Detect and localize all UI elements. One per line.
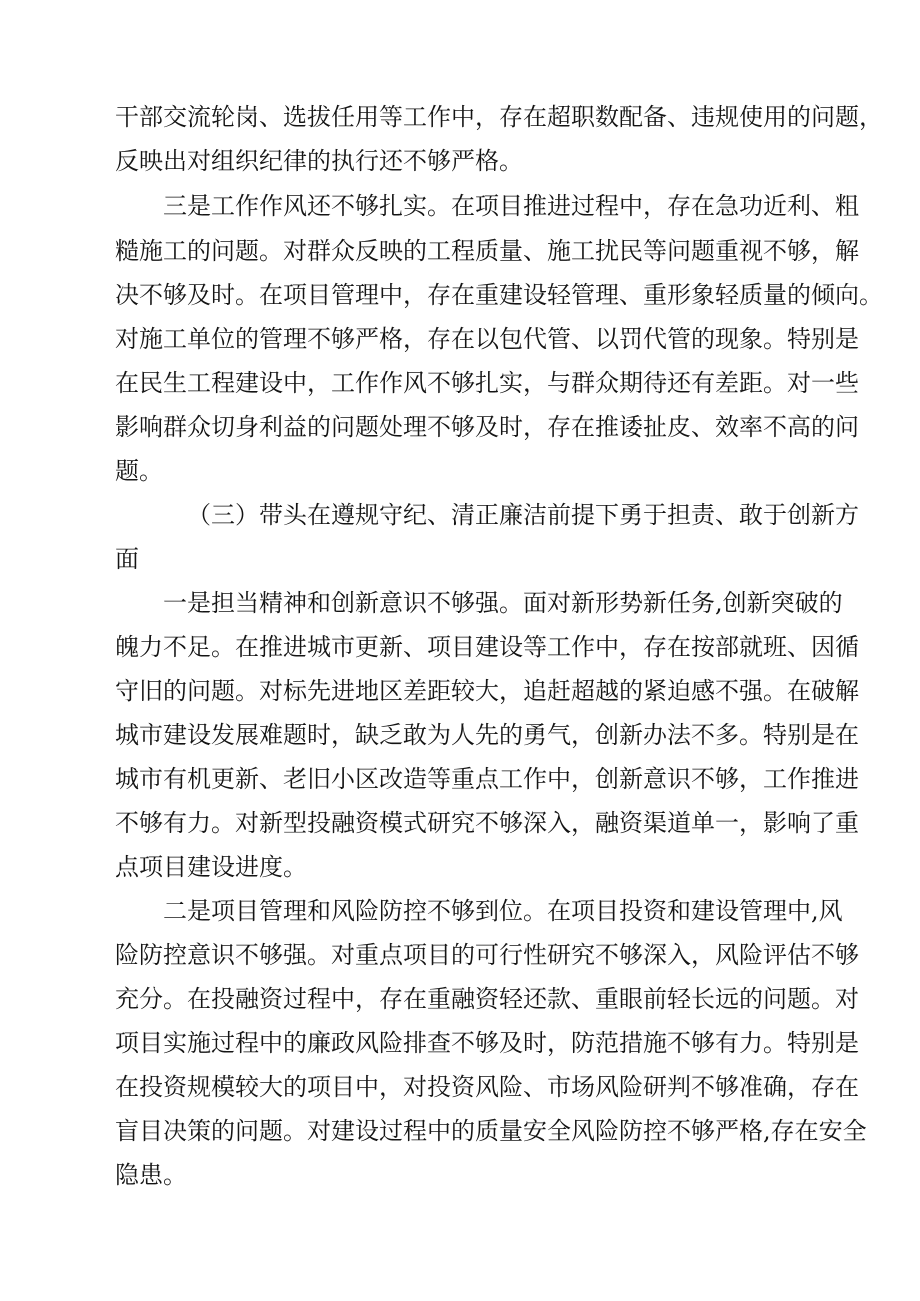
- paragraph-first-line: 三是工作作风还不够扎实。在项目推进过程中，存在急功近利、粗: [163, 192, 859, 220]
- text-line: 守旧的问题。对标先进地区差距较大，追赶超越的紧迫感不强。在破解: [115, 677, 859, 705]
- text-line: 在民生工程建设中，工作作风不够扎实，与群众期待还有差距。对一些: [115, 369, 859, 397]
- text-line: 不够有力。对新型投融资模式研究不够深入，融资渠道单一，影响了重: [115, 809, 859, 837]
- text-line: 糙施工的问题。对群众反映的工程质量、施工扰民等问题重视不够，解: [115, 237, 859, 265]
- text-line: 隐患。: [115, 1161, 187, 1189]
- text-line: 魄力不足。在推进城市更新、项目建设等工作中，存在按部就班、因循: [115, 633, 859, 661]
- section-heading-continuation: 面: [115, 545, 139, 573]
- paragraph-first-line: 二是项目管理和风险防控不够到位。在项目投资和建设管理中,风: [163, 897, 843, 925]
- text-line: 城市建设发展难题时，缺乏敢为人先的勇气，创新办法不多。特别是在: [115, 721, 859, 749]
- text-line: 干部交流轮岗、选拔任用等工作中，存在超职数配备、违规使用的问题，: [115, 103, 883, 131]
- text-line: 充分。在投融资过程中，存在重融资轻还款、重眼前轻长远的问题。对: [115, 985, 859, 1013]
- paragraph-first-line: 一是担当精神和创新意识不够强。面对新形势新任务,创新突破的: [163, 589, 843, 617]
- text-line: 盲目决策的问题。对建设过程中的质量安全风险防控不够严格,存在安全: [115, 1117, 867, 1145]
- text-line: 城市有机更新、老旧小区改造等重点工作中，创新意识不够，工作推进: [115, 765, 859, 793]
- text-line: 在投资规模较大的项目中，对投资风险、市场风险研判不够准确，存在: [115, 1073, 859, 1101]
- text-line: 项目实施过程中的廉政风险排查不够及时，防范措施不够有力。特别是: [115, 1029, 859, 1057]
- text-line: 反映出对组织纪律的执行还不够严格。: [115, 147, 523, 175]
- text-line: 决不够及时。在项目管理中，存在重建设轻管理、重形象轻质量的倾向。: [115, 281, 883, 309]
- text-line: 对施工单位的管理不够严格，存在以包代管、以罚代管的现象。特别是: [115, 325, 859, 353]
- text-line: 题。: [115, 457, 163, 485]
- section-heading: （三）带头在遵规守纪、清正廉洁前提下勇于担责、敢于创新方: [187, 501, 859, 529]
- text-line: 险防控意识不够强。对重点项目的可行性研究不够深入，风险评估不够: [115, 941, 859, 969]
- text-line: 点项目建设进度。: [115, 853, 307, 881]
- text-line: 影响群众切身利益的问题处理不够及时，存在推诿扯皮、效率不高的问: [115, 413, 859, 441]
